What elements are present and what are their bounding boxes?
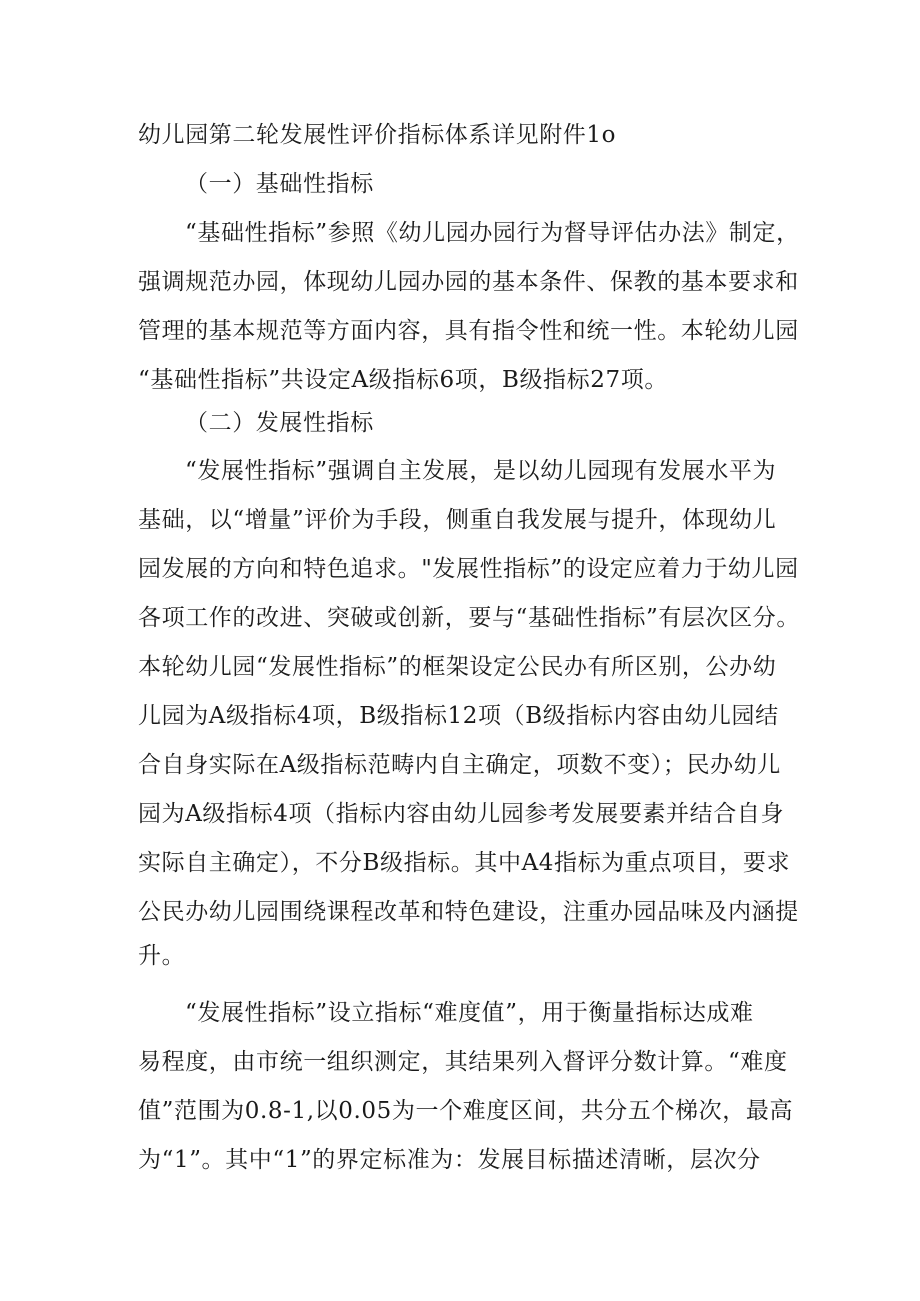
paragraph-line: 公民办幼儿园围绕课程改革和特色建设，注重办园品味及内涵提 <box>138 899 799 925</box>
paragraph-line: 实际自主确定），不分B级指标。其中A4指标为重点项目，要求 <box>138 850 791 876</box>
paragraph-line: “发展性指标”设立指标“难度值”，用于衡量指标达成难 <box>185 1000 754 1026</box>
section-heading-basic-indicators: （一）基础性指标 <box>185 171 374 197</box>
paragraph-line: 易程度，由市统一组织测定，其结果列入督评分数计算。“难度 <box>138 1049 788 1075</box>
paragraph-line: “基础性指标”共设定A级指标6项，B级指标27项。 <box>138 367 668 393</box>
paragraph-line: 强调规范办园，体现幼儿园办园的基本条件、保教的基本要求和 <box>138 269 799 295</box>
paragraph-line: 各项工作的改进、突破或创新，要与“基础性指标”有层次区分。 <box>138 605 800 631</box>
paragraph-line: 幼儿园第二轮发展性评价指标体系详见附件1o <box>138 122 617 148</box>
paragraph-line: “发展性指标”强调自主发展，是以幼儿园现有发展水平为 <box>185 458 777 484</box>
paragraph-line: 为“1”。其中“1”的界定标准为：发展目标描述清晰，层次分 <box>138 1147 761 1173</box>
paragraph-line: 管理的基本规范等方面内容，具有指令性和统一性。本轮幼儿园 <box>138 318 799 344</box>
paragraph-line: 值”范围为0.8-1,以0.05为一个难度区间，共分五个梯次，最高 <box>138 1098 794 1124</box>
paragraph-line: 本轮幼儿园“发展性指标”的框架设定公民办有所区别，公办幼 <box>138 654 777 680</box>
paragraph-line: 合自身实际在A级指标范畴内自主确定，项数不变）；民办幼儿 <box>138 752 781 778</box>
section-heading-development-indicators: （二）发展性指标 <box>185 410 374 436</box>
paragraph-line: 基础，以“增量”评价为手段，侧重自我发展与提升，体现幼儿 <box>138 507 777 533</box>
paragraph-line: 升。 <box>138 943 186 969</box>
paragraph-line: 儿园为A级指标4项，B级指标12项（B级指标内容由幼儿园结 <box>138 703 779 729</box>
paragraph-line: “基础性指标”参照《幼儿园办园行为督导评估办法》制定， <box>185 220 800 246</box>
paragraph-line: 园为A级指标4项（指标内容由幼儿园参考发展要素并结合自身 <box>138 801 785 827</box>
paragraph-line: 园发展的方向和特色追求。"发展性指标”的设定应着力于幼儿园 <box>138 556 799 582</box>
